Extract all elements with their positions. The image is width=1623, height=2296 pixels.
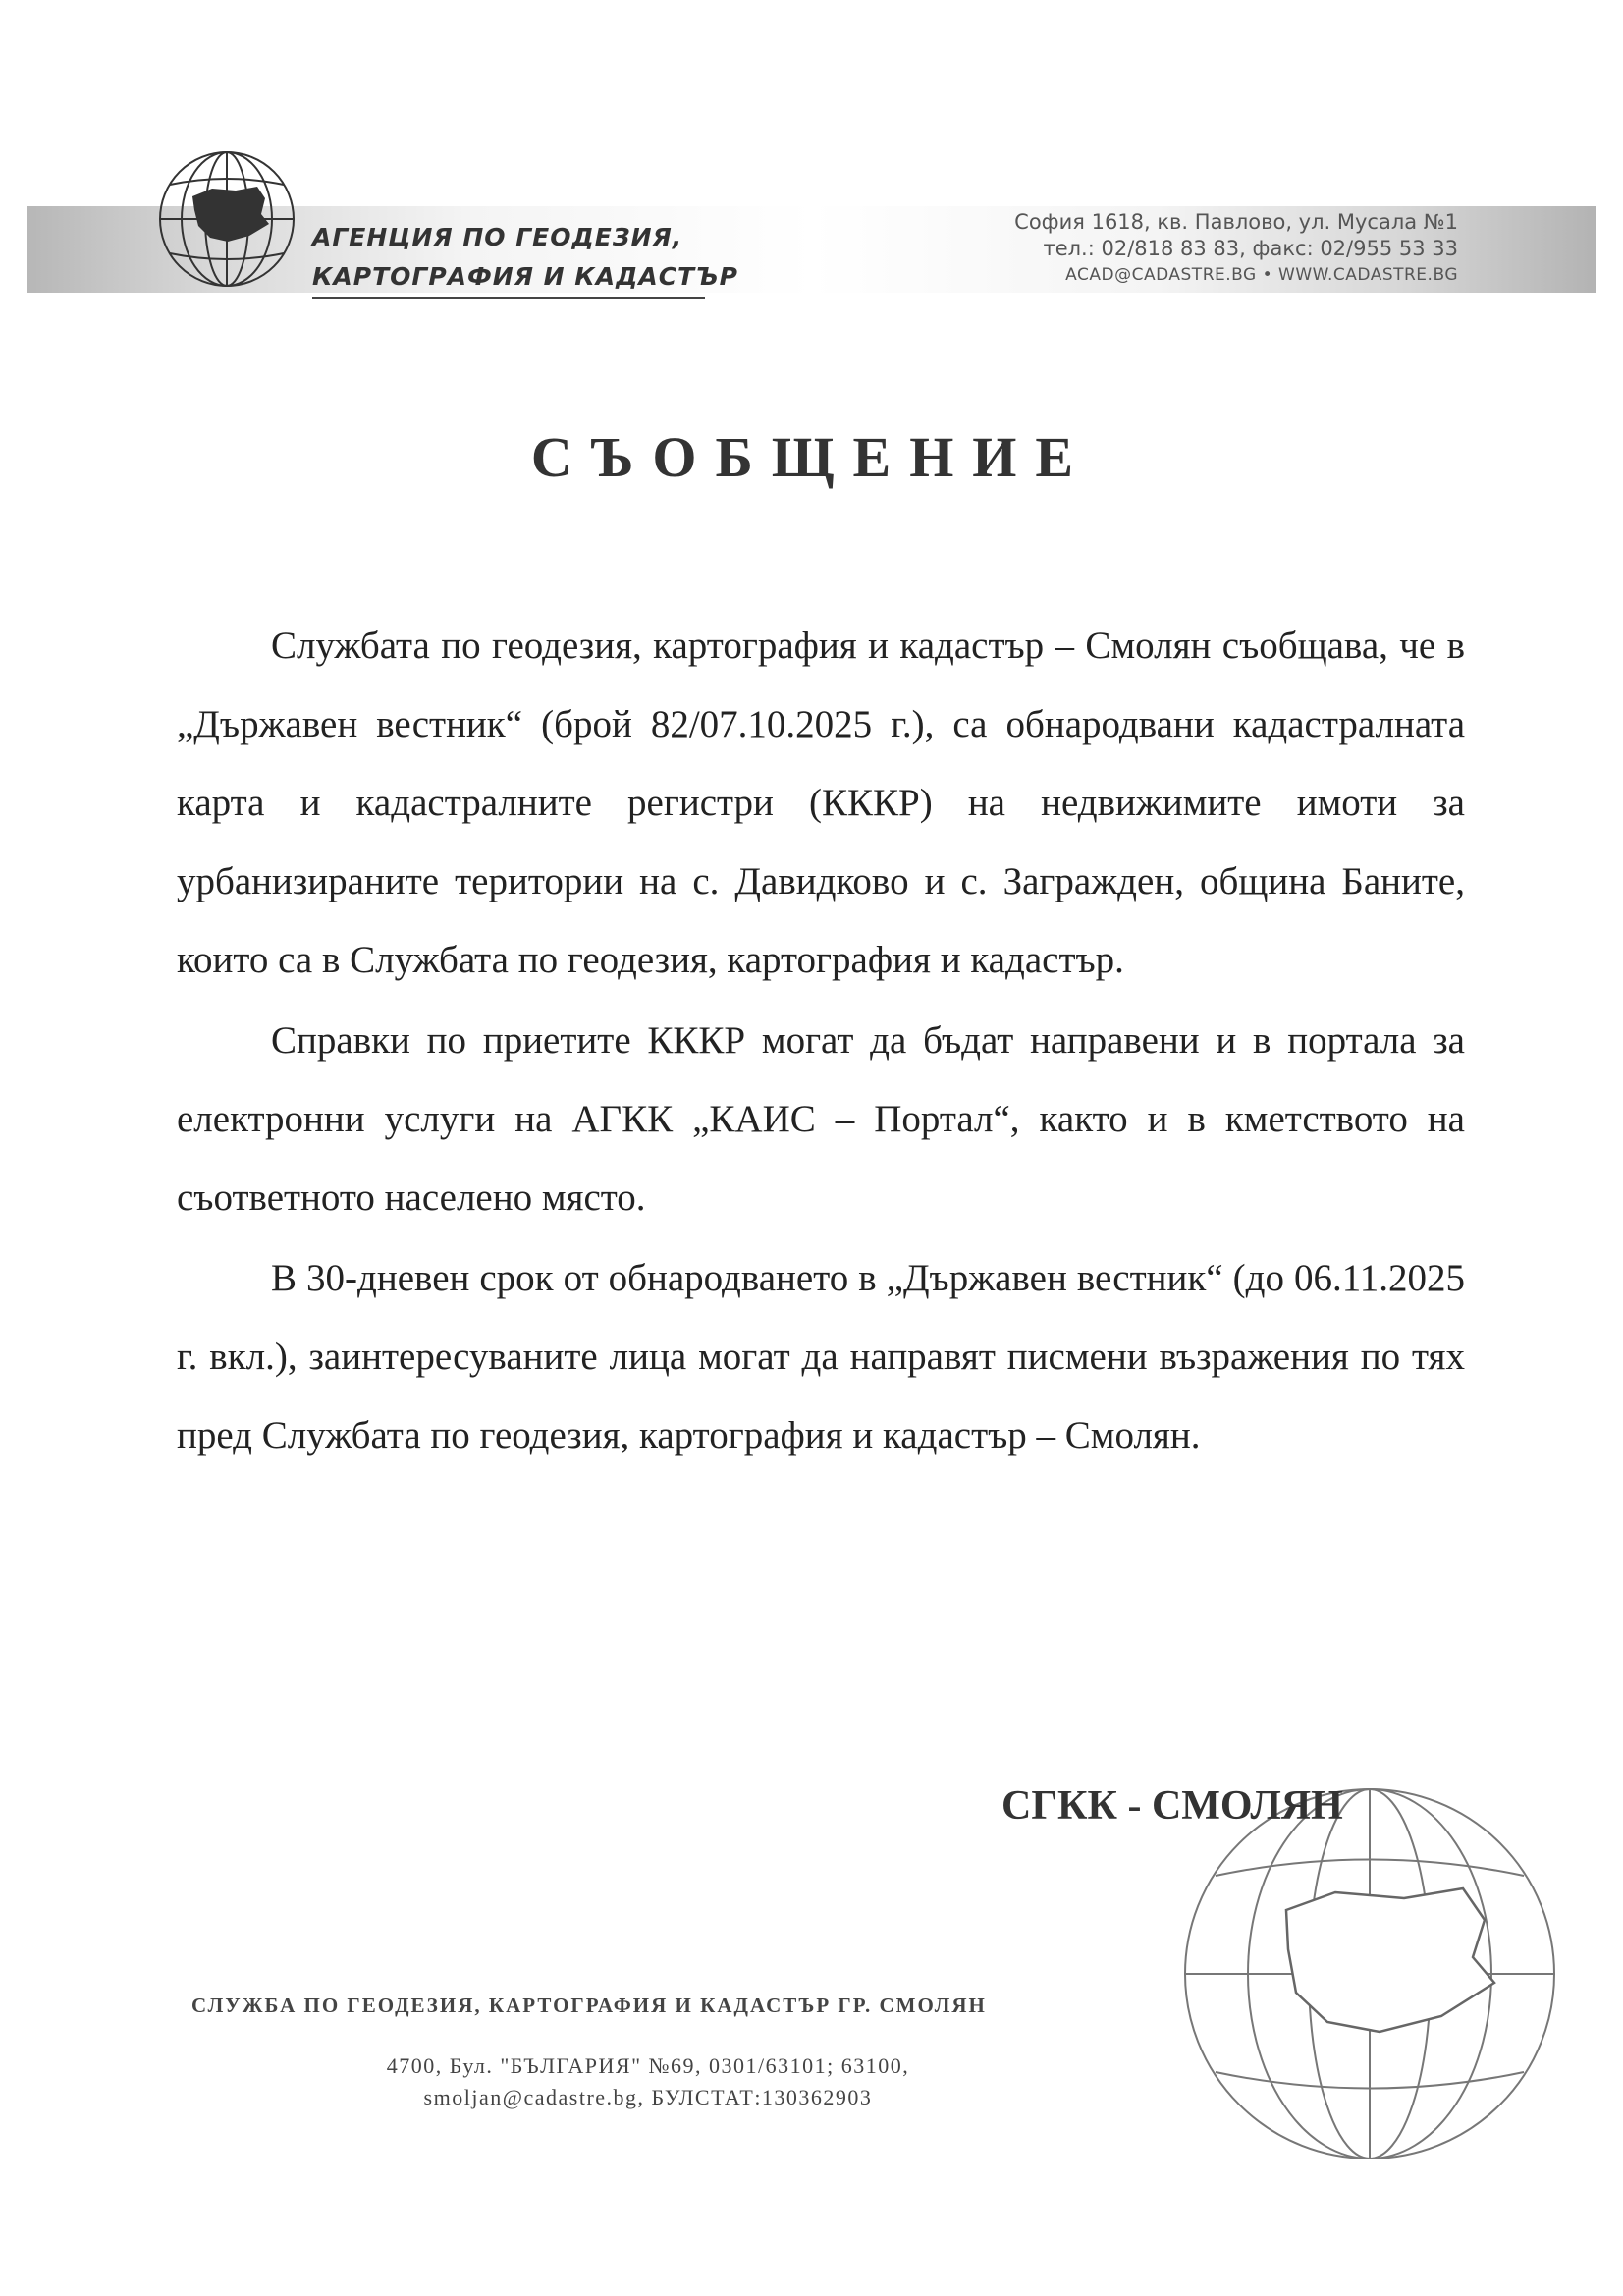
paragraph-3: В 30-дневен срок от обнародването в „Държавен вестник“ (до 06.11.2025 г. вкл.), заинтересуваните лица могат да направят писмени възражения по тях пред Службата по геодезия, картография и кадастър – Смолян. [177,1257,1465,1456]
agency-contact [1014,209,1458,289]
agency-underline [312,297,705,299]
signature-globe-icon [1178,1782,1561,2165]
agency-address: София 1618, кв. Павлово, ул. Мусала №1 [1014,210,1458,234]
footer-address [196,2050,1100,2113]
agency-name [312,218,738,297]
agency-phone: тел.: 02/818 83 83, факс: 02/955 53 33 [1043,237,1458,260]
agency-web: ACAD@CADASTRE.BG • WWW.CADASTRE.BG [1065,265,1458,285]
document-title: СЪОБЩЕНИЕ [530,425,1093,489]
footer-address-line2: smoljan@cadastre.bg, БУЛСТАТ:130362903 [423,2085,873,2109]
agency-globe-logo [155,147,298,291]
paragraph-1: Службата по геодезия, картография и кадастър – Смолян съобщава, че в „Държавен вестник“ (брой 82/07.10.2025 г.), са обнародвани кадастралната карта и кадастралните регистри (КККР) на недвижимите имоти за урбанизираните територии на с. Давидково и с. Загражден, община Баните, които са в Службата по геодезия, картография и кадастър. [177,625,1465,981]
agency-name-line2: КАРТОГРАФИЯ И КАДАСТЪР [312,262,738,291]
document-body [177,607,1465,1475]
signature: СГКК - СМОЛЯН [1001,1783,1343,1829]
footer-office-name: СЛУЖБА ПО ГЕОДЕЗИЯ, КАРТОГРАФИЯ И КАДАСТЪР ГР. СМОЛЯН [191,1994,987,2017]
agency-name-line1: АГЕНЦИЯ ПО ГЕОДЕЗИЯ, [312,223,683,251]
paragraph-2: Справки по приетите КККР могат да бъдат направени и в портала за електронни услуги на АГКК „КАИС – Портал“, както и в кметството на съответното населено място. [177,1019,1465,1219]
footer-address-line1: 4700, Бул. "БЪЛГАРИЯ" №69, 0301/63101; 63100, [386,2053,910,2078]
